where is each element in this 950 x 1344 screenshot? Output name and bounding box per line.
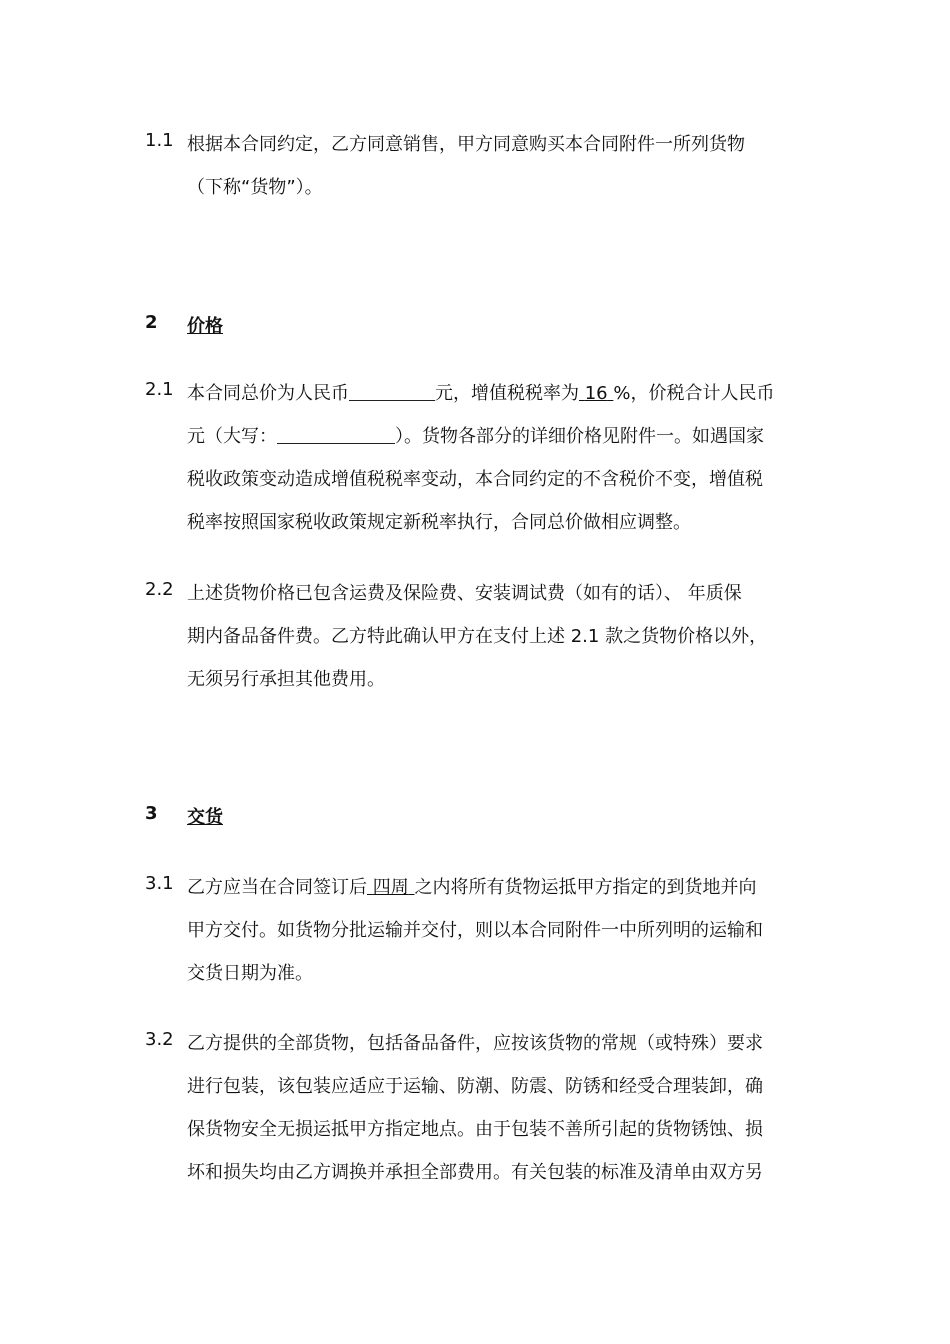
clause-number: 1.1 [145,130,174,151]
clause-text-line: 乙方提供的全部货物，包括备品备件，应按该货物的常规（或特殊）要求 [187,1033,763,1054]
clause-text-line: 上述货物价格已包含运费及保险费、安装调试费（如有的话）、 年质保 [187,583,742,604]
clause-text-line: 根据本合同约定，乙方同意销售，甲方同意购买本合同附件一所列货物 [187,134,745,155]
text-segment: ）。货物各部分的详细价格见附件一。如遇国家 [395,426,764,447]
text-segment: 乙方应当在合同签订后 [187,877,367,898]
clause-text-line: （下称“货物”）。 [187,177,323,198]
clause-text-line: 保货物安全无损运抵甲方指定地点。由于包装不善所引起的货物锈蚀、损 [187,1119,763,1140]
clause-text-line: 进行包装，该包装应适应于运输、防潮、防震、防锈和经受合理装卸，确 [187,1076,763,1097]
clause-text-line [187,422,764,448]
total-price-blank[interactable] [349,382,435,401]
clause-text-line: 交货日期为准。 [187,963,313,984]
delivery-period-text: 四周 [372,877,409,898]
text-segment: 之内将所有货物运抵甲方指定的到货地并向 [414,877,757,898]
clause-text-line [187,873,756,899]
vat-rate-value [579,383,613,404]
section-heading-price [145,312,223,337]
clause-text-line: 税收政策变动造成增值税税率变动，本合同约定的不含税价不变，增值税 [187,469,763,490]
clause-text-line: 期内备品备件费。乙方特此确认甲方在支付上述 2.1 款之货物价格以外， [187,626,768,647]
clause-number: 2.2 [145,579,174,600]
clause-text-line: 甲方交付。如货物分批运输并交付，则以本合同附件一中所列明的运输和 [187,920,763,941]
clause-text-line: 无须另行承担其他费用。 [187,669,385,690]
text-segment: %，价税合计人民币 [613,383,775,404]
section-title: 交货 [187,807,223,828]
section-number: 2 [145,312,158,333]
amount-in-words-blank[interactable] [277,425,395,444]
section-number: 3 [145,803,158,824]
delivery-period-value [367,877,414,898]
clause-number: 3.2 [145,1029,174,1050]
text-segment: 元（大写： [187,426,277,447]
section-heading-delivery [145,803,223,828]
clause-number: 3.1 [145,873,174,894]
clause-text-line: 税率按照国家税收政策规定新税率执行，合同总价做相应调整。 [187,512,691,533]
clause-text-line [187,379,774,405]
section-title: 价格 [187,316,223,337]
clause-number: 2.1 [145,379,174,400]
text-segment: 本合同总价为人民币 [187,383,349,404]
clause-text-line: 坏和损失均由乙方调换并承担全部费用。有关包装的标准及清单由双方另 [187,1162,763,1183]
text-segment: 元，增值税税率为 [435,383,579,404]
vat-rate-number: 16 [584,383,608,404]
